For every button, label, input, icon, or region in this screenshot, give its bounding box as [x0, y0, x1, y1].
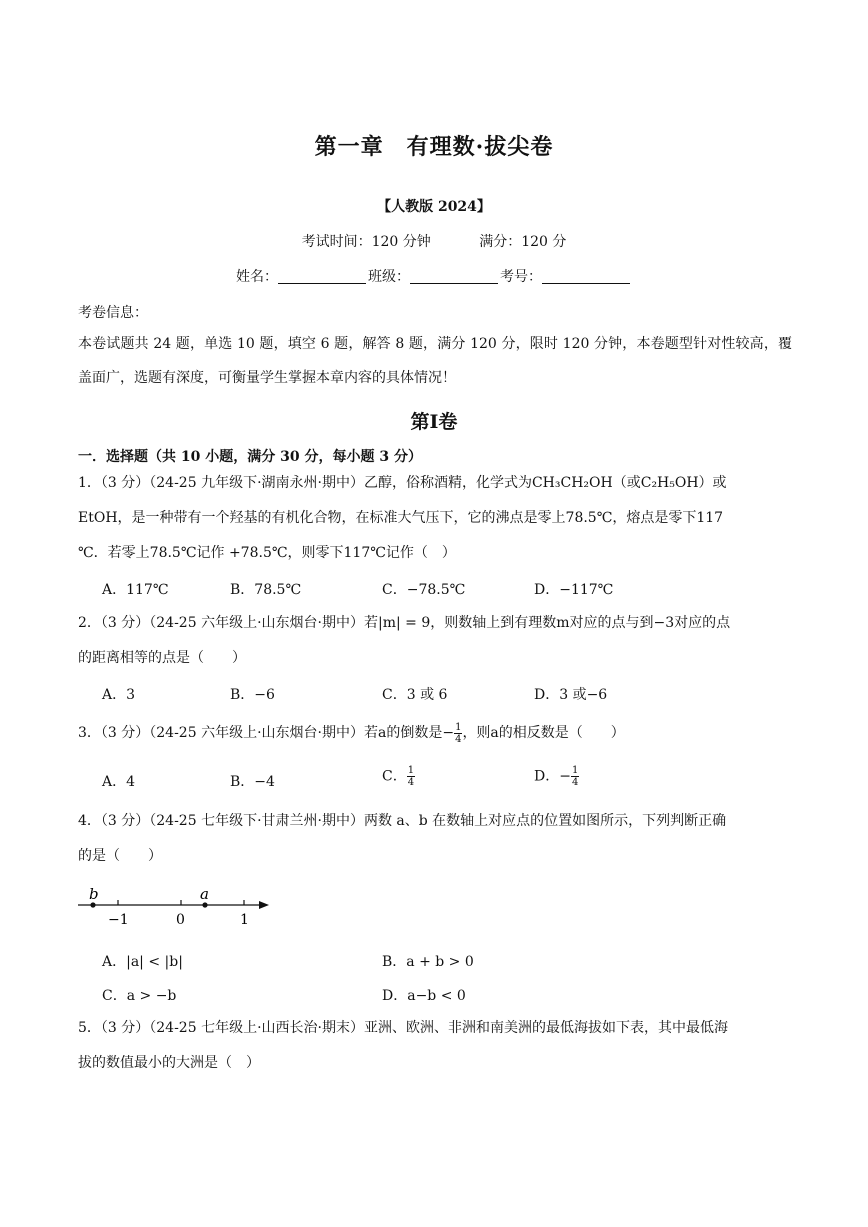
- question-2-line-2: 的距离相等的点是（ ）: [78, 650, 246, 666]
- tick-label-one: 1: [240, 912, 249, 928]
- question-4-line-2: 的是（ ）: [78, 848, 162, 864]
- question-5-line-2: 拔的数值最小的大洲是（ ）: [78, 1055, 260, 1071]
- info-heading: 考卷信息：: [78, 305, 148, 321]
- name-label: 姓名：: [236, 269, 278, 285]
- question-2-line-1: 2．（3 分）（24-25 六年级上·山东烟台·期中）若|m| = 9，则数轴上到有理数m对应的点与到−3对应的点: [78, 615, 731, 631]
- fraction-one-quarter: $\frac{1}{4}$: [571, 765, 579, 788]
- question-3-text-b: ，则a的相反数是（ ）: [462, 725, 625, 741]
- question-4-option-b[interactable]: B．a + b > 0: [382, 954, 474, 970]
- full-score: 满分：120 分: [479, 234, 567, 250]
- tick-label-zero: 0: [176, 912, 185, 928]
- question-1-option-d[interactable]: D．−117℃: [534, 582, 614, 598]
- question-3-text-a: 3．（3 分）（24-25 六年级上·山东烟台·期中）若a的倒数是−: [78, 725, 455, 741]
- number-line-figure: [76, 880, 276, 928]
- fraction-one-quarter: $\frac{1}{4}$: [407, 765, 415, 788]
- axis-arrow: [259, 901, 269, 909]
- question-4-option-a[interactable]: A．|a| < |b|: [102, 954, 183, 970]
- class-blank: [410, 269, 498, 284]
- question-3-line-1: [78, 716, 792, 750]
- question-1-option-a[interactable]: A．117℃: [102, 582, 169, 598]
- question-4-line-1: 4．（3 分）（24-25 七年级下·甘肃兰州·期中）两数 a、b 在数轴上对应点的位置如图所示，下列判断正确: [78, 813, 727, 829]
- question-3-option-c[interactable]: C． $\frac{1}{4}$: [382, 765, 415, 788]
- point-a: [202, 902, 207, 907]
- question-5-line-1: 5．（3 分）（24-25 七年级上·山西长治·期末）亚洲、欧洲、非洲和南美洲的最低海拔如下表，其中最低海: [78, 1020, 728, 1036]
- question-2-option-d[interactable]: D．3 或−6: [534, 687, 608, 703]
- label-a: a: [200, 885, 209, 903]
- number-blank: [542, 269, 630, 284]
- number-label: 考号：: [500, 269, 542, 285]
- label-b: b: [89, 885, 99, 903]
- page-title: 第一章 有理数·拔尖卷: [314, 134, 554, 160]
- info-text: 本卷试题共 24 题，单选 10 题，填空 6 题，解答 8 题，满分 120 分，限时 120 分钟，本卷题型针对性较高，覆盖面广，选题有深度，可衡量学生掌握本章内容的具体情况！: [78, 336, 792, 386]
- exam-time: 考试时间：120 分钟: [301, 234, 431, 250]
- tick-label-minus-one: −1: [108, 912, 129, 928]
- section-title: 第Ⅰ卷: [410, 411, 458, 433]
- question-3-option-a[interactable]: A．4: [102, 774, 136, 790]
- name-blank: [278, 269, 366, 284]
- question-1-line-3: ℃．若零上78.5℃记作 +78.5℃，则零下117℃记作（ ）: [78, 545, 456, 561]
- question-2-option-b[interactable]: B．−6: [230, 687, 275, 703]
- student-info-line: [0, 266, 868, 286]
- edition-label: 【人教版 2024】: [377, 199, 491, 215]
- question-1-line-2: EtOH，是一种带有一个羟基的有机化合物，在标准大气压下，它的沸点是零上78.5℃，熔点是零下117: [78, 510, 724, 526]
- fraction-one-quarter: $\frac{1}{4}$: [455, 721, 462, 745]
- question-3-option-b[interactable]: B．−4: [230, 774, 275, 790]
- question-1-option-b[interactable]: B．78.5℃: [230, 582, 302, 598]
- question-2-option-c[interactable]: C．3 或 6: [382, 687, 448, 703]
- question-4-option-d[interactable]: D．a−b < 0: [382, 988, 466, 1004]
- class-label: 班级：: [368, 269, 410, 285]
- part-heading: 一．选择题（共 10 小题，满分 30 分，每小题 3 分）: [78, 449, 422, 465]
- point-b: [90, 902, 95, 907]
- question-1-option-c[interactable]: C．−78.5℃: [382, 582, 466, 598]
- question-4-option-c[interactable]: C．a > −b: [102, 988, 177, 1004]
- question-2-option-a[interactable]: A．3: [102, 687, 136, 703]
- exam-meta: [0, 231, 868, 251]
- question-1-line-1: 1．（3 分）（24-25 九年级下·湖南永州·期中）乙醇，俗称酒精，化学式为CH₃CH₂OH（或C₂H₅OH）或: [78, 475, 727, 491]
- question-3-option-d[interactable]: D．− $\frac{1}{4}$: [534, 765, 579, 788]
